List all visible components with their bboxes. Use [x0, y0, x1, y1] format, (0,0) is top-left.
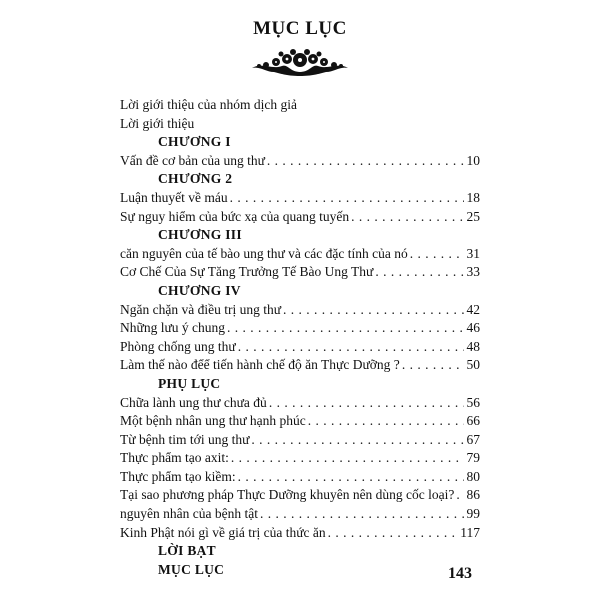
toc-entry	[120, 189, 480, 208]
toc-dot-leader	[308, 412, 464, 431]
toc-chapter-heading: CHƯƠNG III	[158, 227, 242, 243]
toc-chapter-heading: CHƯƠNG 2	[158, 171, 233, 187]
toc-dot-leader	[231, 449, 464, 468]
toc-entry-page: 25	[466, 208, 480, 224]
toc-entry	[120, 505, 480, 524]
toc-entry-title: Chữa lành ung thư chưa đủ	[120, 394, 267, 410]
toc-entry-title: Một bệnh nhân ung thư hạnh phúc	[120, 413, 306, 429]
toc-entry-page: 10	[466, 152, 480, 168]
toc-entry-title: Lời giới thiệu của nhóm dịch giả	[120, 97, 297, 112]
toc-entry-title: Phòng chống ung thư	[120, 338, 236, 354]
toc-entry-title: Tại sao phương pháp Thực Dưỡng khuyên nên dùng cốc loại?	[120, 487, 455, 503]
toc-entry	[120, 412, 480, 431]
toc-entry-title: Luận thuyết về máu	[120, 189, 228, 205]
toc-dot-leader	[456, 486, 464, 505]
toc-entry-title: Những lưu ý chung	[120, 320, 226, 336]
toc-entry-page: 33	[466, 264, 480, 280]
toc-dot-leader	[267, 152, 464, 171]
page-title: MỤC LỤC	[253, 18, 347, 39]
toc-dot-leader	[402, 356, 464, 375]
toc-dot-leader	[269, 394, 464, 413]
toc-dot-leader	[328, 524, 459, 543]
toc-entry-title: Vấn đề cơ bản của ung thư	[120, 152, 265, 168]
toc-entry	[120, 338, 480, 357]
toc-dot-leader	[227, 319, 464, 338]
toc-entry-page: 86	[466, 487, 480, 503]
toc-chapter-heading: MỤC LỤC	[158, 561, 225, 577]
toc-dot-leader	[410, 245, 464, 264]
toc-entry	[120, 152, 480, 171]
toc-entry-title: Từ bệnh tim tới ung thư	[120, 431, 250, 447]
toc-chapter-heading: PHỤ LỤC	[158, 375, 221, 391]
toc-chapter-heading: CHƯƠNG IV	[158, 282, 241, 298]
toc-entry-page: 80	[466, 468, 480, 484]
toc-entry-title: căn nguyên của tế bào ung thư và các đặc tính của nó	[120, 245, 408, 261]
toc-entry-title: Ngăn chặn và điều trị ung thư	[120, 301, 282, 317]
toc-chapter-heading: CHƯƠNG I	[158, 134, 231, 150]
toc-entry-page: 46	[466, 320, 480, 336]
toc-entry	[120, 449, 480, 468]
toc-chapter-heading: LỜI BẠT	[158, 543, 216, 559]
toc-dot-leader	[238, 338, 464, 357]
toc-dot-leader	[351, 208, 464, 227]
toc-entry-title: nguyên nhân của bệnh tật	[120, 506, 258, 522]
toc-entry	[120, 208, 480, 227]
toc-entry	[120, 245, 480, 264]
toc-entry-page: 42	[466, 301, 480, 317]
toc-entry-page: 18	[466, 189, 480, 205]
toc-entry-page: 67	[466, 431, 480, 447]
toc-entry	[120, 96, 480, 115]
toc-dot-leader	[283, 301, 464, 320]
toc-entry	[120, 263, 480, 282]
toc-entry	[120, 486, 480, 505]
toc-entry-title: Làm thế nào đểể tiến hành chế độ ăn Thực Dưỡng ?	[120, 357, 400, 373]
toc-entry-title: Cơ Chế Của Sự Tăng Trưởng Tế Bào Ung Thư	[120, 264, 374, 280]
toc-entry-page: 99	[466, 506, 480, 522]
page-number: 143	[448, 565, 472, 582]
toc-entry-title: Thực phẩm tạo kiềm:	[120, 468, 236, 484]
toc-entry	[120, 115, 480, 134]
toc-entry-page: 31	[466, 245, 480, 261]
toc-entry	[120, 319, 480, 338]
toc-dot-leader	[238, 468, 464, 487]
toc-dot-leader	[230, 189, 464, 208]
toc-entry	[120, 356, 480, 375]
toc-entry-page: 66	[466, 413, 480, 429]
toc-entry	[120, 431, 480, 450]
toc-entry-title: Thực phẩm tạo axit:	[120, 450, 229, 466]
toc-entry-page: 79	[466, 450, 480, 466]
toc-entry	[120, 468, 480, 487]
toc-entry-title: Lời giới thiệu	[120, 115, 195, 131]
toc-dot-leader	[375, 263, 464, 282]
toc-entry	[120, 524, 480, 543]
toc-entry-page: 117	[460, 524, 480, 540]
toc-dot-leader	[260, 505, 464, 524]
toc-entry-page: 50	[466, 357, 480, 373]
toc-entry-page: 56	[466, 394, 480, 410]
table-of-contents	[120, 96, 480, 579]
toc-entry	[120, 394, 480, 413]
floral-ornament-icon	[250, 46, 350, 78]
toc-entry	[120, 301, 480, 320]
toc-entry-page: 48	[466, 338, 480, 354]
toc-entry-title: Sự nguy hiểm của bức xạ của quang tuyến	[120, 208, 350, 224]
toc-dot-leader	[251, 431, 464, 450]
toc-entry-title: Kinh Phật nói gì về giá trị của thức ăn	[120, 524, 326, 540]
